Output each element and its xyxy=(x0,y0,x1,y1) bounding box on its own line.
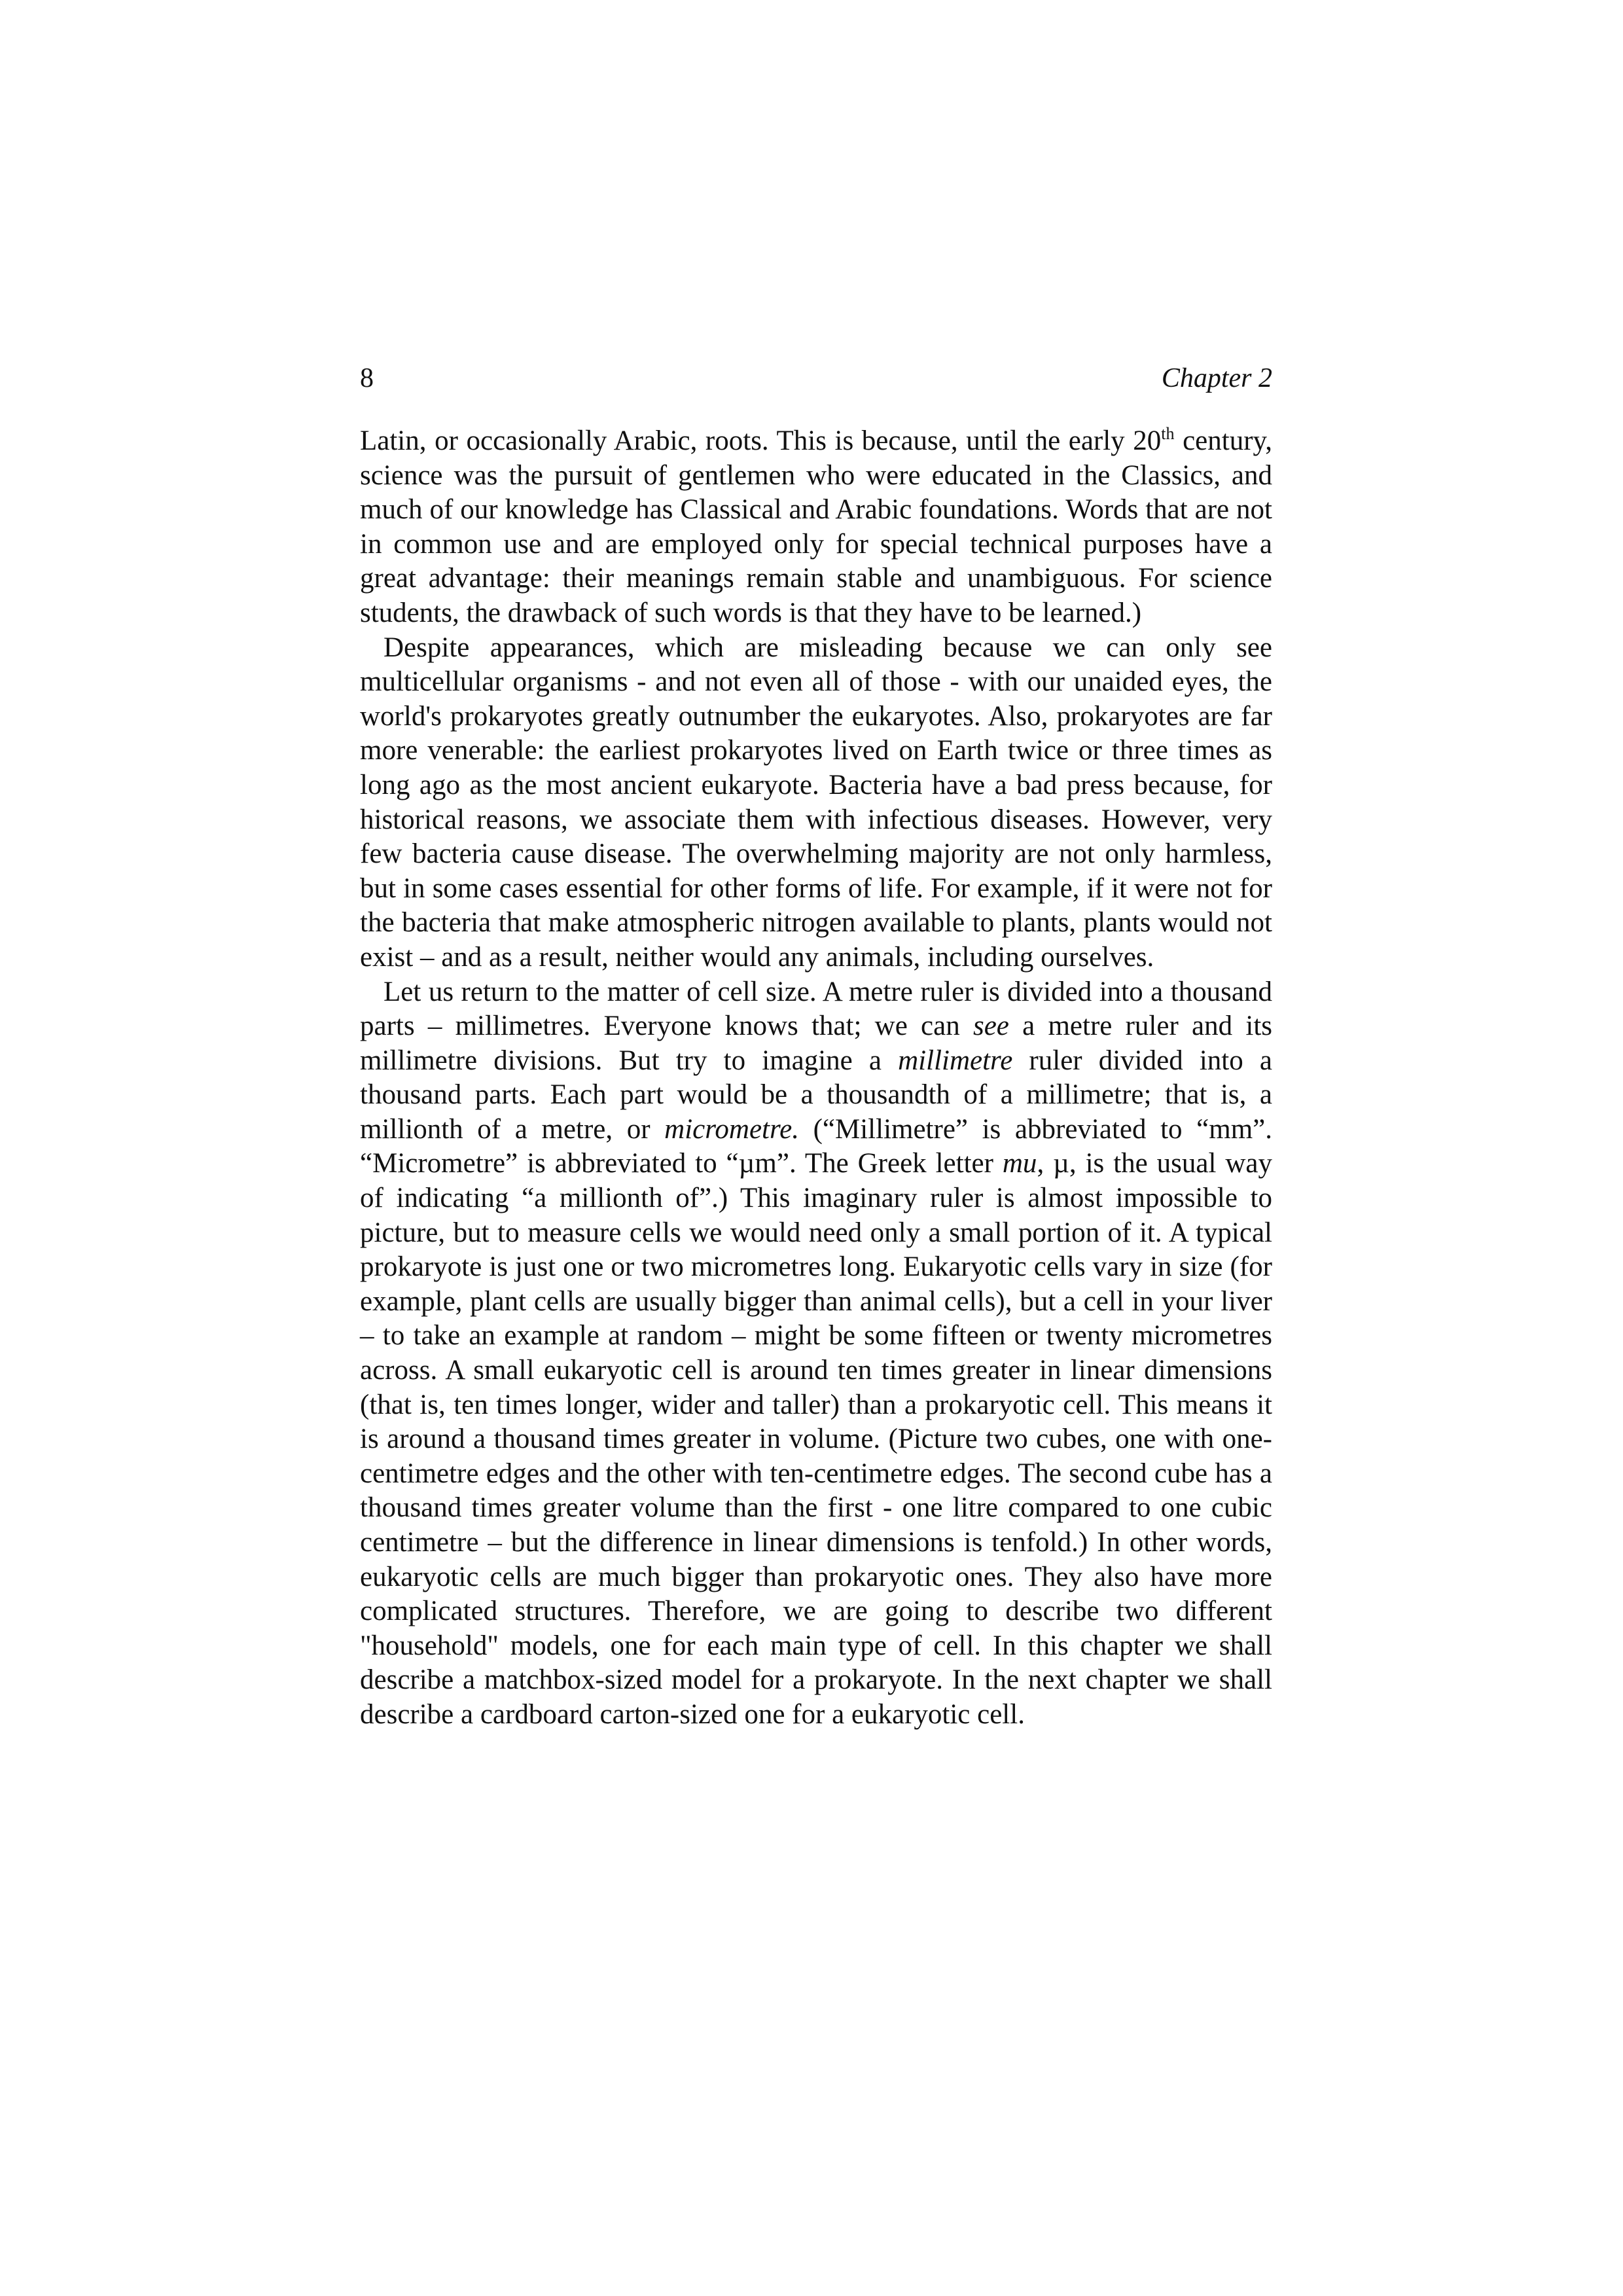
emphasis-mu: mu xyxy=(1002,1148,1037,1179)
emphasis-micrometre: micrometre. xyxy=(664,1113,799,1145)
paragraph-3-text-b: a metre ruler and its millimetre divisions. But try to imagine a xyxy=(360,1011,1272,1076)
paragraph-1 xyxy=(360,424,1272,631)
body-text xyxy=(360,424,1272,1732)
paragraph-3-text-d: (“Millimetre” is abbreviated to “mm”. “Micrometre” is abbreviated to “µm”. The Greek letter xyxy=(360,1113,1272,1179)
page-number: 8 xyxy=(360,363,374,393)
paragraph-1-text-a: Latin, or occasionally Arabic, roots. This is because, until the early 20 xyxy=(360,425,1162,456)
paragraph-2-text: Despite appearances, which are misleading because we can only see multicellular organisms - and not even all of those - with our unaided eyes, the world's prokaryotes greatly outnumber the eukaryotes. Also, prokaryotes are far more venerable: the earliest prokaryotes lived on Earth twice or three times as long ago as the most ancient eukaryote. Bacteria have a bad press because, for historical reasons, we associate them with infectious diseases. However, very few bacteria cause disease. The overwhelming majority are not only harmless, but in some cases essential for other forms of life. For example, if it were not for the bacteria that make atmospheric nitrogen available to plants, plants would not exist – and as a result, neither would any animals, including ourselves. xyxy=(360,632,1272,973)
paragraph-3-text-c: ruler divided into a thousand parts. Each part would be a thousandth of a millimetre; that is, a millionth of a metre, or xyxy=(360,1045,1272,1145)
paragraph-2 xyxy=(360,631,1272,975)
paragraph-1-text-b: century, science was the pursuit of gentlemen who were educated in the Classics, and much of our knowledge has Classical and Arabic foundations. Words that are not in common use and are employed only for special technical purposes have a great advantage: their meanings remain stable and unambiguous. For science students, the drawback of such words is that they have to be learned.) xyxy=(360,425,1272,628)
superscript-th: th xyxy=(1161,424,1175,443)
paragraph-3 xyxy=(360,975,1272,1732)
emphasis-millimetre: millimetre xyxy=(898,1045,1013,1076)
paragraph-3-text-a: Let us return to the matter of cell size. A metre ruler is divided into a thousand parts – millimetres. Everyone knows that; we can xyxy=(360,976,1272,1042)
paragraph-3-text-e: , µ, is the usual way of indicating “a millionth of”.) This imaginary ruler is almost impossible to picture, but to measure cells we would need only a small portion of it. A typical prokaryote is just one or two micrometres long. Eukaryotic cells vary in size (for example, plant cells are usually bigger than animal cells), but a cell in your liver – to take an example at random – might be some fifteen or twenty micrometres across. A small eukaryotic cell is around ten times greater in linear dimensions (that is, ten times longer, wider and taller) than a prokaryotic cell. This means it is around a thousand times greater in volume. (Picture two cubes, one with one-centimetre edges and the other with ten-centimetre edges. The second cube has a thousand times greater volume than the first - one litre compared to one cubic centimetre – but the difference in linear dimensions is tenfold.) In other words, eukaryotic cells are much bigger than prokaryotic ones. They also have more complicated structures. Therefore, we are going to describe two different "household" models, one for each main type of cell. In this chapter we shall describe a matchbox-sized model for a prokaryote. In the next chapter we shall describe a cardboard carton-sized one for a eukaryotic cell. xyxy=(360,1148,1272,1730)
running-head xyxy=(360,359,1272,398)
chapter-title: Chapter 2 xyxy=(1161,363,1272,393)
emphasis-see: see xyxy=(972,1011,1009,1042)
